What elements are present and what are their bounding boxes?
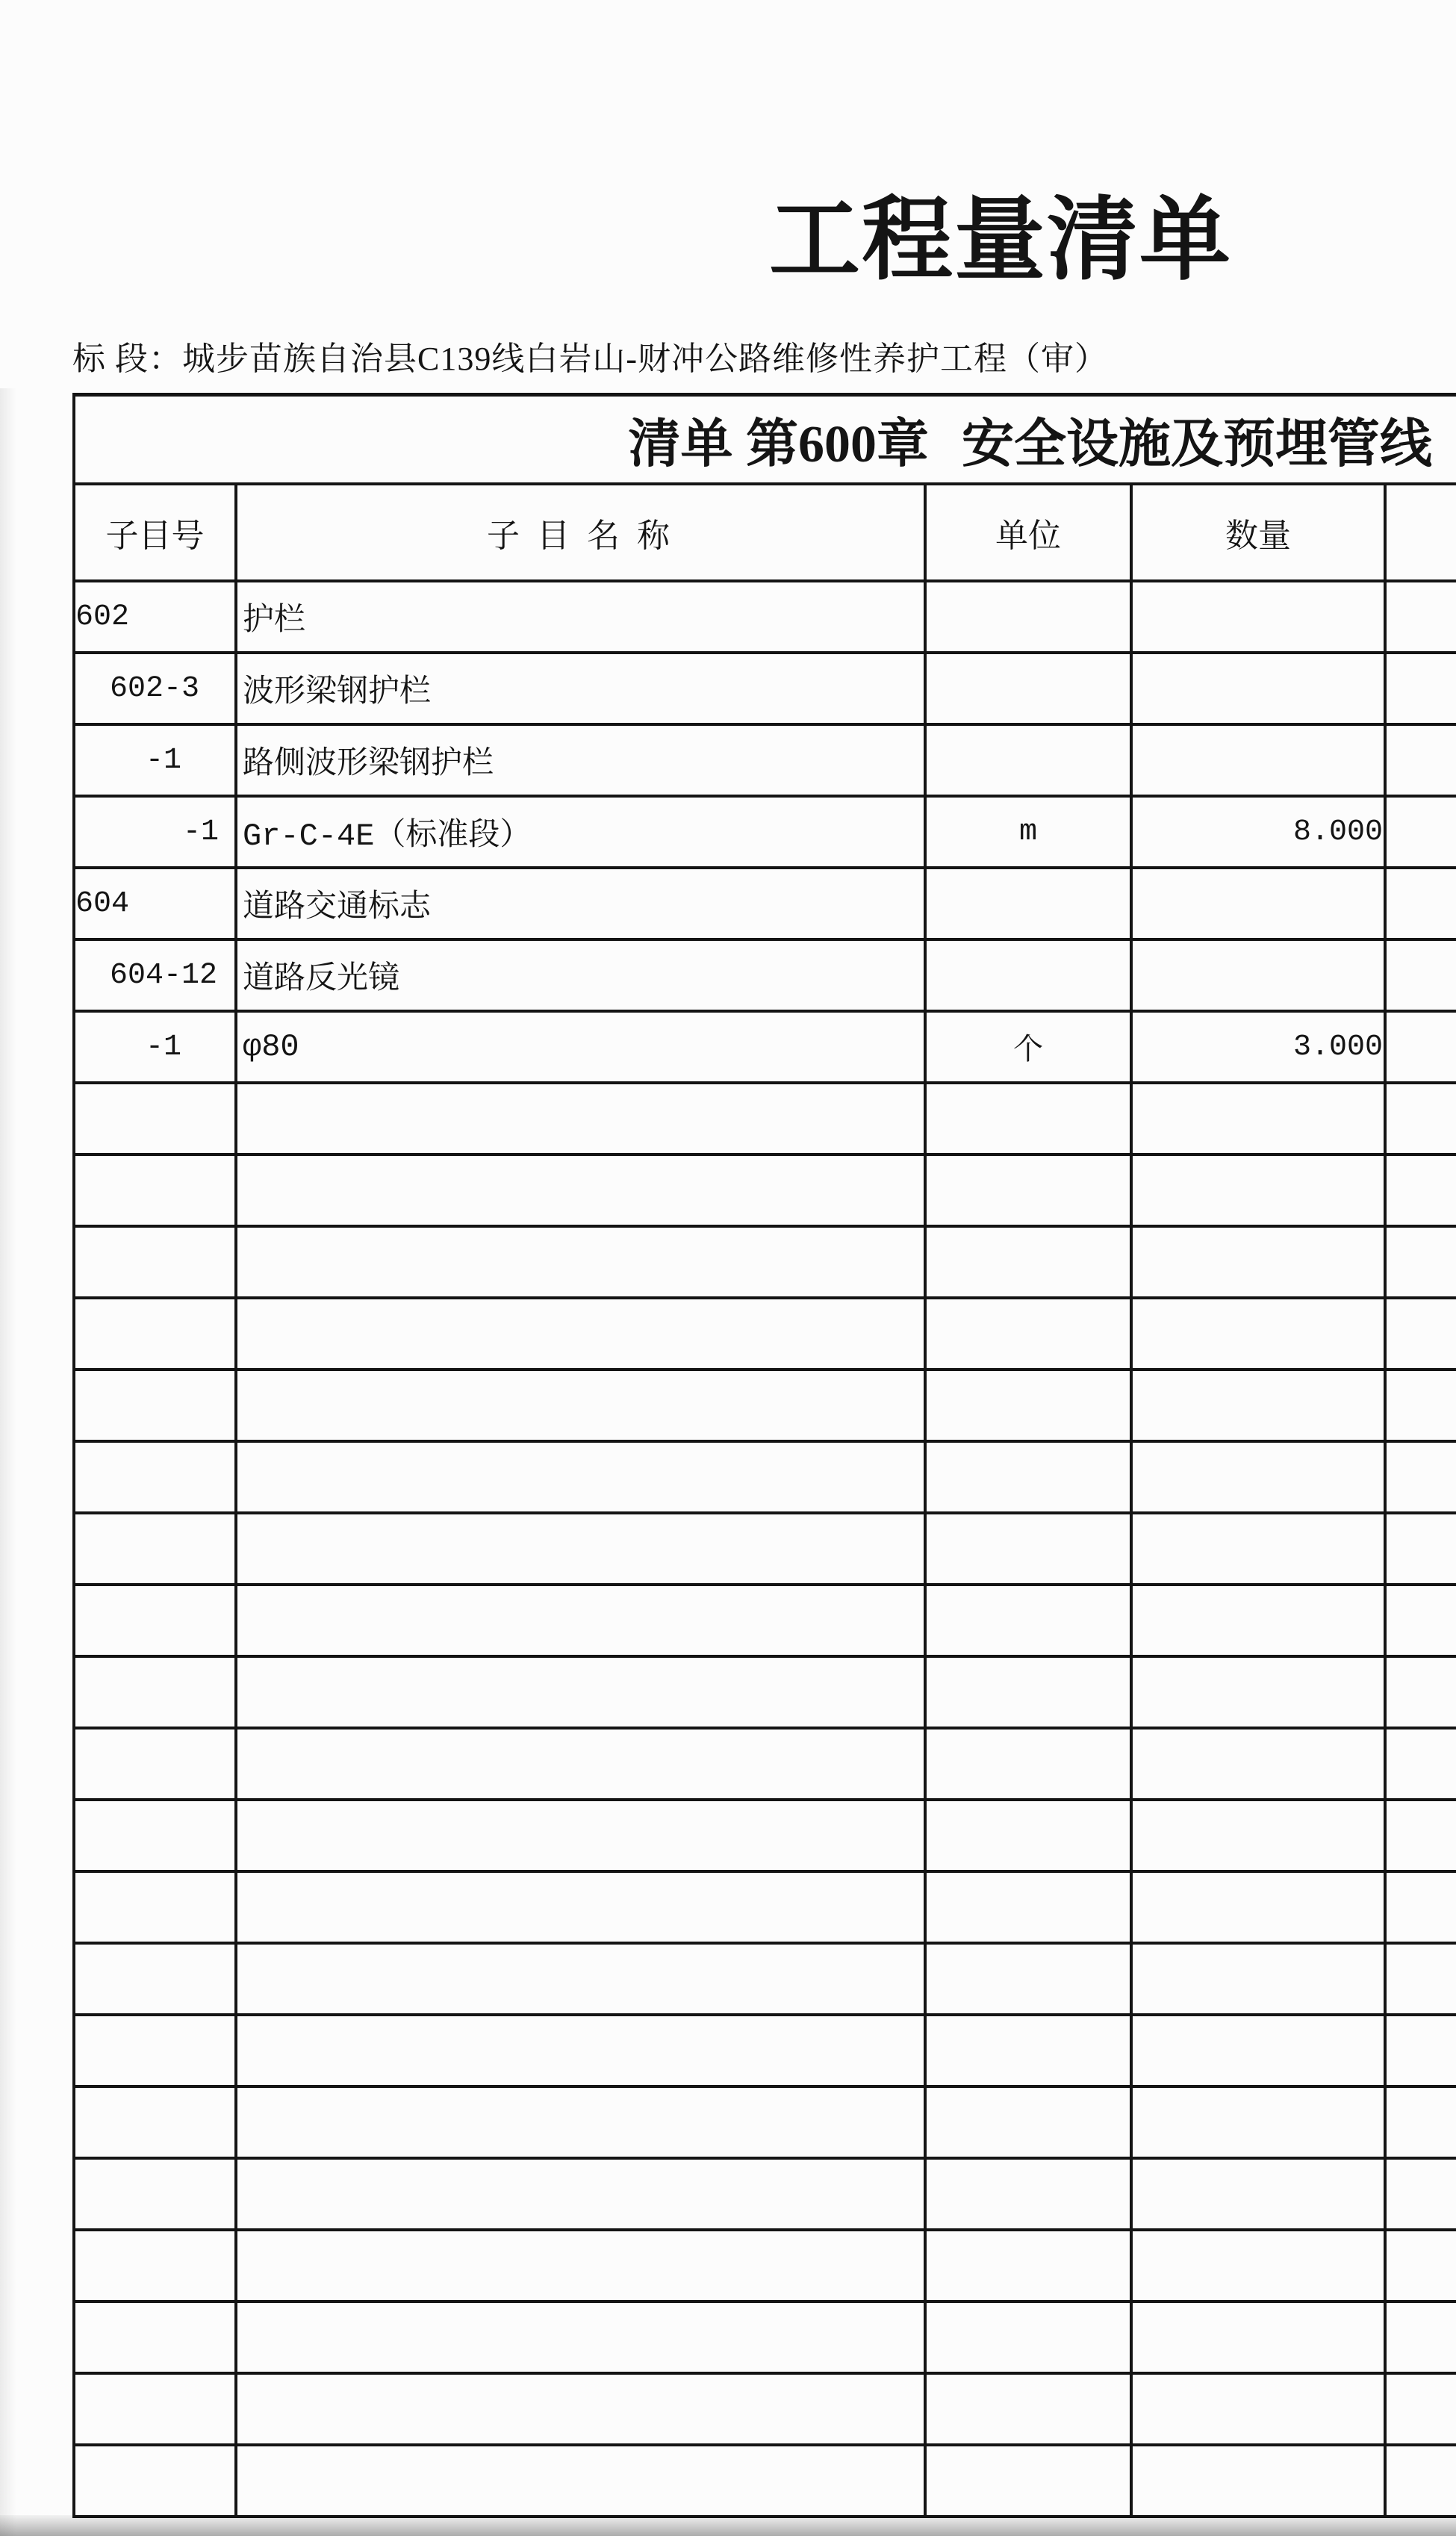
table-row-empty	[75, 2446, 1456, 2518]
empty-cell	[1133, 1299, 1387, 1371]
empty-cell	[1387, 1084, 1456, 1156]
table-row-empty	[75, 2375, 1456, 2446]
table-row-empty	[75, 1371, 1456, 1443]
empty-cell	[1133, 2231, 1387, 2303]
item-name: 路侧波形梁钢护栏	[243, 747, 494, 783]
empty-cell	[1387, 1299, 1456, 1371]
empty-cell	[927, 1371, 1133, 1443]
empty-cell	[75, 1228, 237, 1299]
empty-cell	[1387, 1729, 1456, 1801]
empty-cell	[75, 1658, 237, 1729]
empty-cell	[1133, 1658, 1387, 1729]
column-header-quantity	[1133, 485, 1387, 582]
empty-cell	[75, 1371, 237, 1443]
empty-cell	[927, 1514, 1133, 1586]
item-number: 604-12	[110, 958, 218, 992]
table-row-empty	[75, 1801, 1456, 1873]
empty-cell	[927, 1658, 1133, 1729]
empty-cell	[927, 2016, 1133, 2088]
unit-cell	[927, 869, 1133, 941]
chapter-name: 安全设施及预埋管线	[962, 416, 1432, 473]
empty-cell	[237, 2375, 927, 2446]
empty-cell	[75, 1586, 237, 1658]
empty-cell	[927, 1084, 1133, 1156]
empty-cell	[927, 2375, 1133, 2446]
empty-cell	[237, 1658, 927, 1729]
bill-of-quantities-table	[72, 393, 1456, 2518]
empty-cell	[1387, 1443, 1456, 1514]
column-header-unit	[927, 485, 1133, 582]
empty-cell	[237, 1228, 927, 1299]
table-row-empty	[75, 1945, 1456, 2016]
empty-cell	[1387, 1371, 1456, 1443]
table-row-empty	[75, 1514, 1456, 1586]
table-row-empty	[75, 2016, 1456, 2088]
item-name-cell	[237, 869, 927, 941]
unit: m	[1018, 815, 1037, 849]
empty-cell	[1133, 1514, 1387, 1586]
empty-cell	[1387, 1801, 1456, 1873]
item-name: Gr-C-4E（标准段）	[243, 818, 532, 854]
item-number-cell	[75, 798, 237, 869]
item-name-cell	[237, 941, 927, 1013]
empty-cell	[1133, 1443, 1387, 1514]
empty-cell	[1133, 2088, 1387, 2160]
extra-cell	[1387, 1013, 1456, 1084]
empty-cell	[237, 1443, 927, 1514]
unit-cell	[927, 941, 1133, 1013]
quantity-cell	[1133, 582, 1387, 654]
item-name-cell	[237, 1013, 927, 1084]
column-header-extra	[1387, 485, 1456, 582]
unit-cell	[927, 582, 1133, 654]
item-number: -1	[146, 743, 182, 777]
empty-cell	[1387, 2231, 1456, 2303]
empty-cell	[927, 1443, 1133, 1514]
empty-cell	[927, 2446, 1133, 2518]
empty-cell	[1133, 2303, 1387, 2375]
empty-cell	[927, 1299, 1133, 1371]
extra-cell	[1387, 582, 1456, 654]
empty-cell	[1387, 2160, 1456, 2231]
chapter-header	[75, 397, 1456, 485]
extra-cell	[1387, 941, 1456, 1013]
item-name: φ80	[243, 1029, 299, 1065]
unit-cell	[927, 654, 1133, 726]
empty-cell	[1387, 2446, 1456, 2518]
column-header-item-number	[75, 485, 237, 582]
empty-cell	[237, 1729, 927, 1801]
empty-cell	[237, 1514, 927, 1586]
empty-cell	[1133, 1801, 1387, 1873]
empty-cell	[75, 1945, 237, 2016]
empty-cell	[927, 1586, 1133, 1658]
empty-cell	[75, 1514, 237, 1586]
item-name-cell	[237, 726, 927, 798]
item-name: 波形梁钢护栏	[243, 675, 432, 711]
extra-cell	[1387, 798, 1456, 869]
section-name: 城步苗族自治县C139线白岩山-财冲公路维修性养护工程（审）	[182, 341, 1108, 377]
empty-cell	[1133, 2446, 1387, 2518]
quantity-cell	[1133, 1013, 1387, 1084]
empty-cell	[237, 1371, 927, 1443]
scan-edge-shadow-bottom	[0, 2515, 1456, 2536]
table-row-empty	[75, 1658, 1456, 1729]
table-row-empty	[75, 1586, 1456, 1658]
empty-cell	[1387, 1156, 1456, 1228]
item-number: 604	[75, 886, 130, 921]
table-row-empty	[75, 2303, 1456, 2375]
empty-cell	[237, 2016, 927, 2088]
table-row-empty	[75, 1228, 1456, 1299]
unit-cell	[927, 1013, 1133, 1084]
empty-cell	[1387, 1514, 1456, 1586]
item-name: 道路交通标志	[243, 890, 432, 926]
quantity: 3.000	[1292, 1030, 1383, 1064]
empty-cell	[237, 1084, 927, 1156]
quantity-cell	[1133, 869, 1387, 941]
empty-cell	[75, 1443, 237, 1514]
extra-cell	[1387, 654, 1456, 726]
empty-cell	[75, 2160, 237, 2231]
empty-cell	[75, 2375, 237, 2446]
empty-cell	[237, 1945, 927, 2016]
empty-cell	[927, 2303, 1133, 2375]
table-row-empty	[75, 1443, 1456, 1514]
table-body	[75, 582, 1456, 2518]
empty-cell	[1133, 1586, 1387, 1658]
empty-cell	[237, 2160, 927, 2231]
table-row-empty	[75, 2088, 1456, 2160]
empty-cell	[927, 1156, 1133, 1228]
item-name: 护栏	[243, 603, 306, 639]
item-number: 602	[75, 600, 130, 634]
empty-cell	[237, 1873, 927, 1945]
chapter-header-row	[75, 397, 1456, 485]
column-label: 子目号	[105, 518, 205, 554]
table-row-empty	[75, 2160, 1456, 2231]
quantity-cell	[1133, 654, 1387, 726]
item-number-cell	[75, 726, 237, 798]
empty-cell	[1133, 1873, 1387, 1945]
empty-cell	[927, 2088, 1133, 2160]
extra-cell	[1387, 869, 1456, 941]
scan-edge-shadow-left	[0, 388, 16, 2536]
empty-cell	[927, 1228, 1133, 1299]
empty-cell	[1387, 1873, 1456, 1945]
table-row	[75, 654, 1456, 726]
empty-cell	[1133, 1084, 1387, 1156]
empty-cell	[927, 1729, 1133, 1801]
table-row	[75, 798, 1456, 869]
item-number-cell	[75, 654, 237, 726]
empty-cell	[75, 2016, 237, 2088]
empty-cell	[1133, 1729, 1387, 1801]
empty-cell	[75, 1299, 237, 1371]
empty-cell	[75, 1801, 237, 1873]
table-row-empty	[75, 1299, 1456, 1371]
empty-cell	[1133, 2160, 1387, 2231]
empty-cell	[1387, 2375, 1456, 2446]
table-row-empty	[75, 1084, 1456, 1156]
unit-cell	[927, 798, 1133, 869]
empty-cell	[1387, 2303, 1456, 2375]
empty-cell	[237, 1586, 927, 1658]
item-name-cell	[237, 654, 927, 726]
empty-cell	[1133, 1228, 1387, 1299]
item-name-cell	[237, 798, 927, 869]
table-row	[75, 869, 1456, 941]
empty-cell	[237, 2088, 927, 2160]
section-label: 标 段：	[72, 341, 182, 377]
empty-cell	[927, 2160, 1133, 2231]
empty-cell	[75, 1729, 237, 1801]
empty-cell	[237, 1299, 927, 1371]
empty-cell	[1387, 1586, 1456, 1658]
column-label: 数量	[1225, 518, 1291, 554]
quantity: 8.000	[1292, 815, 1383, 849]
empty-cell	[237, 2303, 927, 2375]
section-line	[72, 343, 1108, 376]
empty-cell	[1133, 1945, 1387, 2016]
item-name-cell	[237, 582, 927, 654]
empty-cell	[237, 2231, 927, 2303]
empty-cell	[927, 1945, 1133, 2016]
document-title: 工程量清单	[769, 190, 1232, 291]
item-name: 道路反光镜	[243, 962, 400, 998]
empty-cell	[75, 2303, 237, 2375]
empty-cell	[1133, 1156, 1387, 1228]
empty-cell	[75, 1084, 237, 1156]
empty-cell	[237, 1801, 927, 1873]
empty-cell	[1387, 1658, 1456, 1729]
empty-cell	[75, 1156, 237, 1228]
column-label: 单位	[995, 518, 1061, 554]
unit-cell	[927, 726, 1133, 798]
quantity-cell	[1133, 941, 1387, 1013]
empty-cell	[927, 1873, 1133, 1945]
empty-cell	[1133, 1371, 1387, 1443]
empty-cell	[75, 2231, 237, 2303]
empty-cell	[927, 2231, 1133, 2303]
table-row	[75, 1013, 1456, 1084]
column-label: 子 目 名 称	[487, 518, 674, 554]
table-row	[75, 941, 1456, 1013]
empty-cell	[1387, 1945, 1456, 2016]
empty-cell	[1133, 2375, 1387, 2446]
empty-cell	[1387, 2088, 1456, 2160]
empty-cell	[1133, 2016, 1387, 2088]
column-header-row	[75, 485, 1456, 582]
empty-cell	[237, 1156, 927, 1228]
empty-cell	[75, 1873, 237, 1945]
item-number-cell	[75, 869, 237, 941]
empty-cell	[927, 1801, 1133, 1873]
column-header-item-name	[237, 485, 927, 582]
quantity-cell	[1133, 798, 1387, 869]
table-row-empty	[75, 1729, 1456, 1801]
item-number: 602-3	[110, 671, 200, 706]
table-row-empty	[75, 1156, 1456, 1228]
empty-cell	[1387, 2016, 1456, 2088]
item-number-cell	[75, 1013, 237, 1084]
table-row	[75, 582, 1456, 654]
extra-cell	[1387, 726, 1456, 798]
empty-cell	[75, 2446, 237, 2518]
item-number-cell	[75, 941, 237, 1013]
table-row	[75, 726, 1456, 798]
quantity-cell	[1133, 726, 1387, 798]
empty-cell	[1387, 1228, 1456, 1299]
unit: 个	[1013, 1035, 1043, 1069]
item-number-cell	[75, 582, 237, 654]
table-row-empty	[75, 1873, 1456, 1945]
empty-cell	[75, 2088, 237, 2160]
table-row-empty	[75, 2231, 1456, 2303]
empty-cell	[237, 2446, 927, 2518]
item-number: -1	[146, 1030, 182, 1064]
item-number: -1	[183, 815, 220, 849]
chapter-number: 清单 第600章	[628, 416, 929, 473]
